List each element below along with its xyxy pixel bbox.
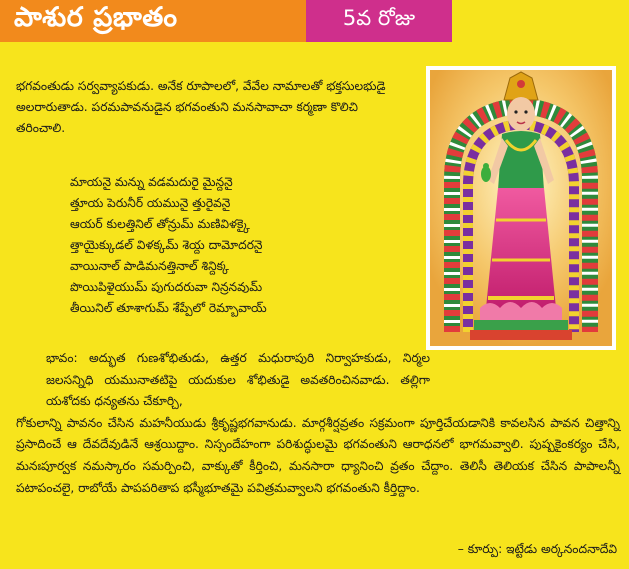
meaning-section: [16, 348, 620, 499]
page-title: పాశుర ప్రభాతం: [0, 0, 306, 42]
verse-line: ఆయర్ కులత్తినిల్ తోన్రుమ్ మణివిళక్కై: [70, 217, 250, 231]
intro-paragraph: భగవంతుడు సర్వవ్యాపకుడు. అనేక రూపాలలో, వేవేల నామాలతో భక్తసులభుడై అలరారుతాడు. పరమపావనుడైన భగవంతుని మనసావాచా కర్మణా కొలిచి తరించాలి.: [16, 79, 386, 135]
verse-line: పొయిపిళైయుమ్ పుగుదరువా నిన్రనవుమ్: [70, 280, 263, 294]
goddess-andal-illustration: [430, 70, 612, 346]
verse-line: త్తాయైక్కుడల్ విళక్కమ్ శెయ్ద దామోదరనై: [70, 238, 263, 252]
verse-line: త్తూయ పెరునీర్ యమునై త్తురైవనై: [70, 196, 231, 210]
goddess-image: [426, 66, 616, 350]
pasuram-verse: [70, 172, 410, 319]
compiler-credit: – కూర్పు: ఇట్టేడు అర్కనందనాదేవి: [457, 542, 617, 556]
meaning-paragraph-start: భావం: అద్భుత గుణశోభితుడు, ఉత్తర మధురాపురి నిర్వాహకుడు, నిర్మల జలసన్నిధి యమునాతటిపై యదుకుల శోభితుడై అవతరించినవాడు. తల్లిగా యశోదకు ధన్యతను చేకూర్చి,: [46, 351, 430, 409]
verse-line: మాయనై మన్ను వడమదురై మైన్దనై: [70, 175, 233, 189]
day-badge: 5వ రోజు: [306, 0, 452, 42]
verse-line: తీయినిల్ తూశాగుమ్ శేప్పేలో రెమ్బావాయ్: [70, 301, 267, 315]
header-banner: [0, 0, 629, 42]
meaning-paragraph-rest: గోకులాన్ని పావనం చేసిన మహనీయుడు శ్రీకృష్ణభగవానుడు. మార్గశీర్షవ్రతం సక్రమంగా పూర్తిచేయడానికి కావలసిన పావన చిత్తాన్ని ప్రసాదించే ఆ దేవదేవుడినే ఆశ్రయిద్దాం. నిస్సందేహంగా పరిశుద్ధులమై భగవంతుని ఆరాధనలో భాగమవ్వాలి. పుష్పకైంకర్యం చేసి, మనఃపూర్వక నమస్కారం సమర్పించి, వాక్కుతో కీర్తించి, మనసారా ధ్యానించి వ్రతం చేద్దాం. తెలిసీ తెలియక చేసిన పాపాలన్నీ పటాపంచలై, రాబోయే పాపపరితాప భస్మీభూతమై పవిత్రమవ్వాలని భగవంతుని కీర్తిద్దాం.: [16, 415, 620, 495]
verse-line: వాయినాల్ పాడిమనత్తినాల్ శిన్దిక్క: [70, 259, 229, 273]
